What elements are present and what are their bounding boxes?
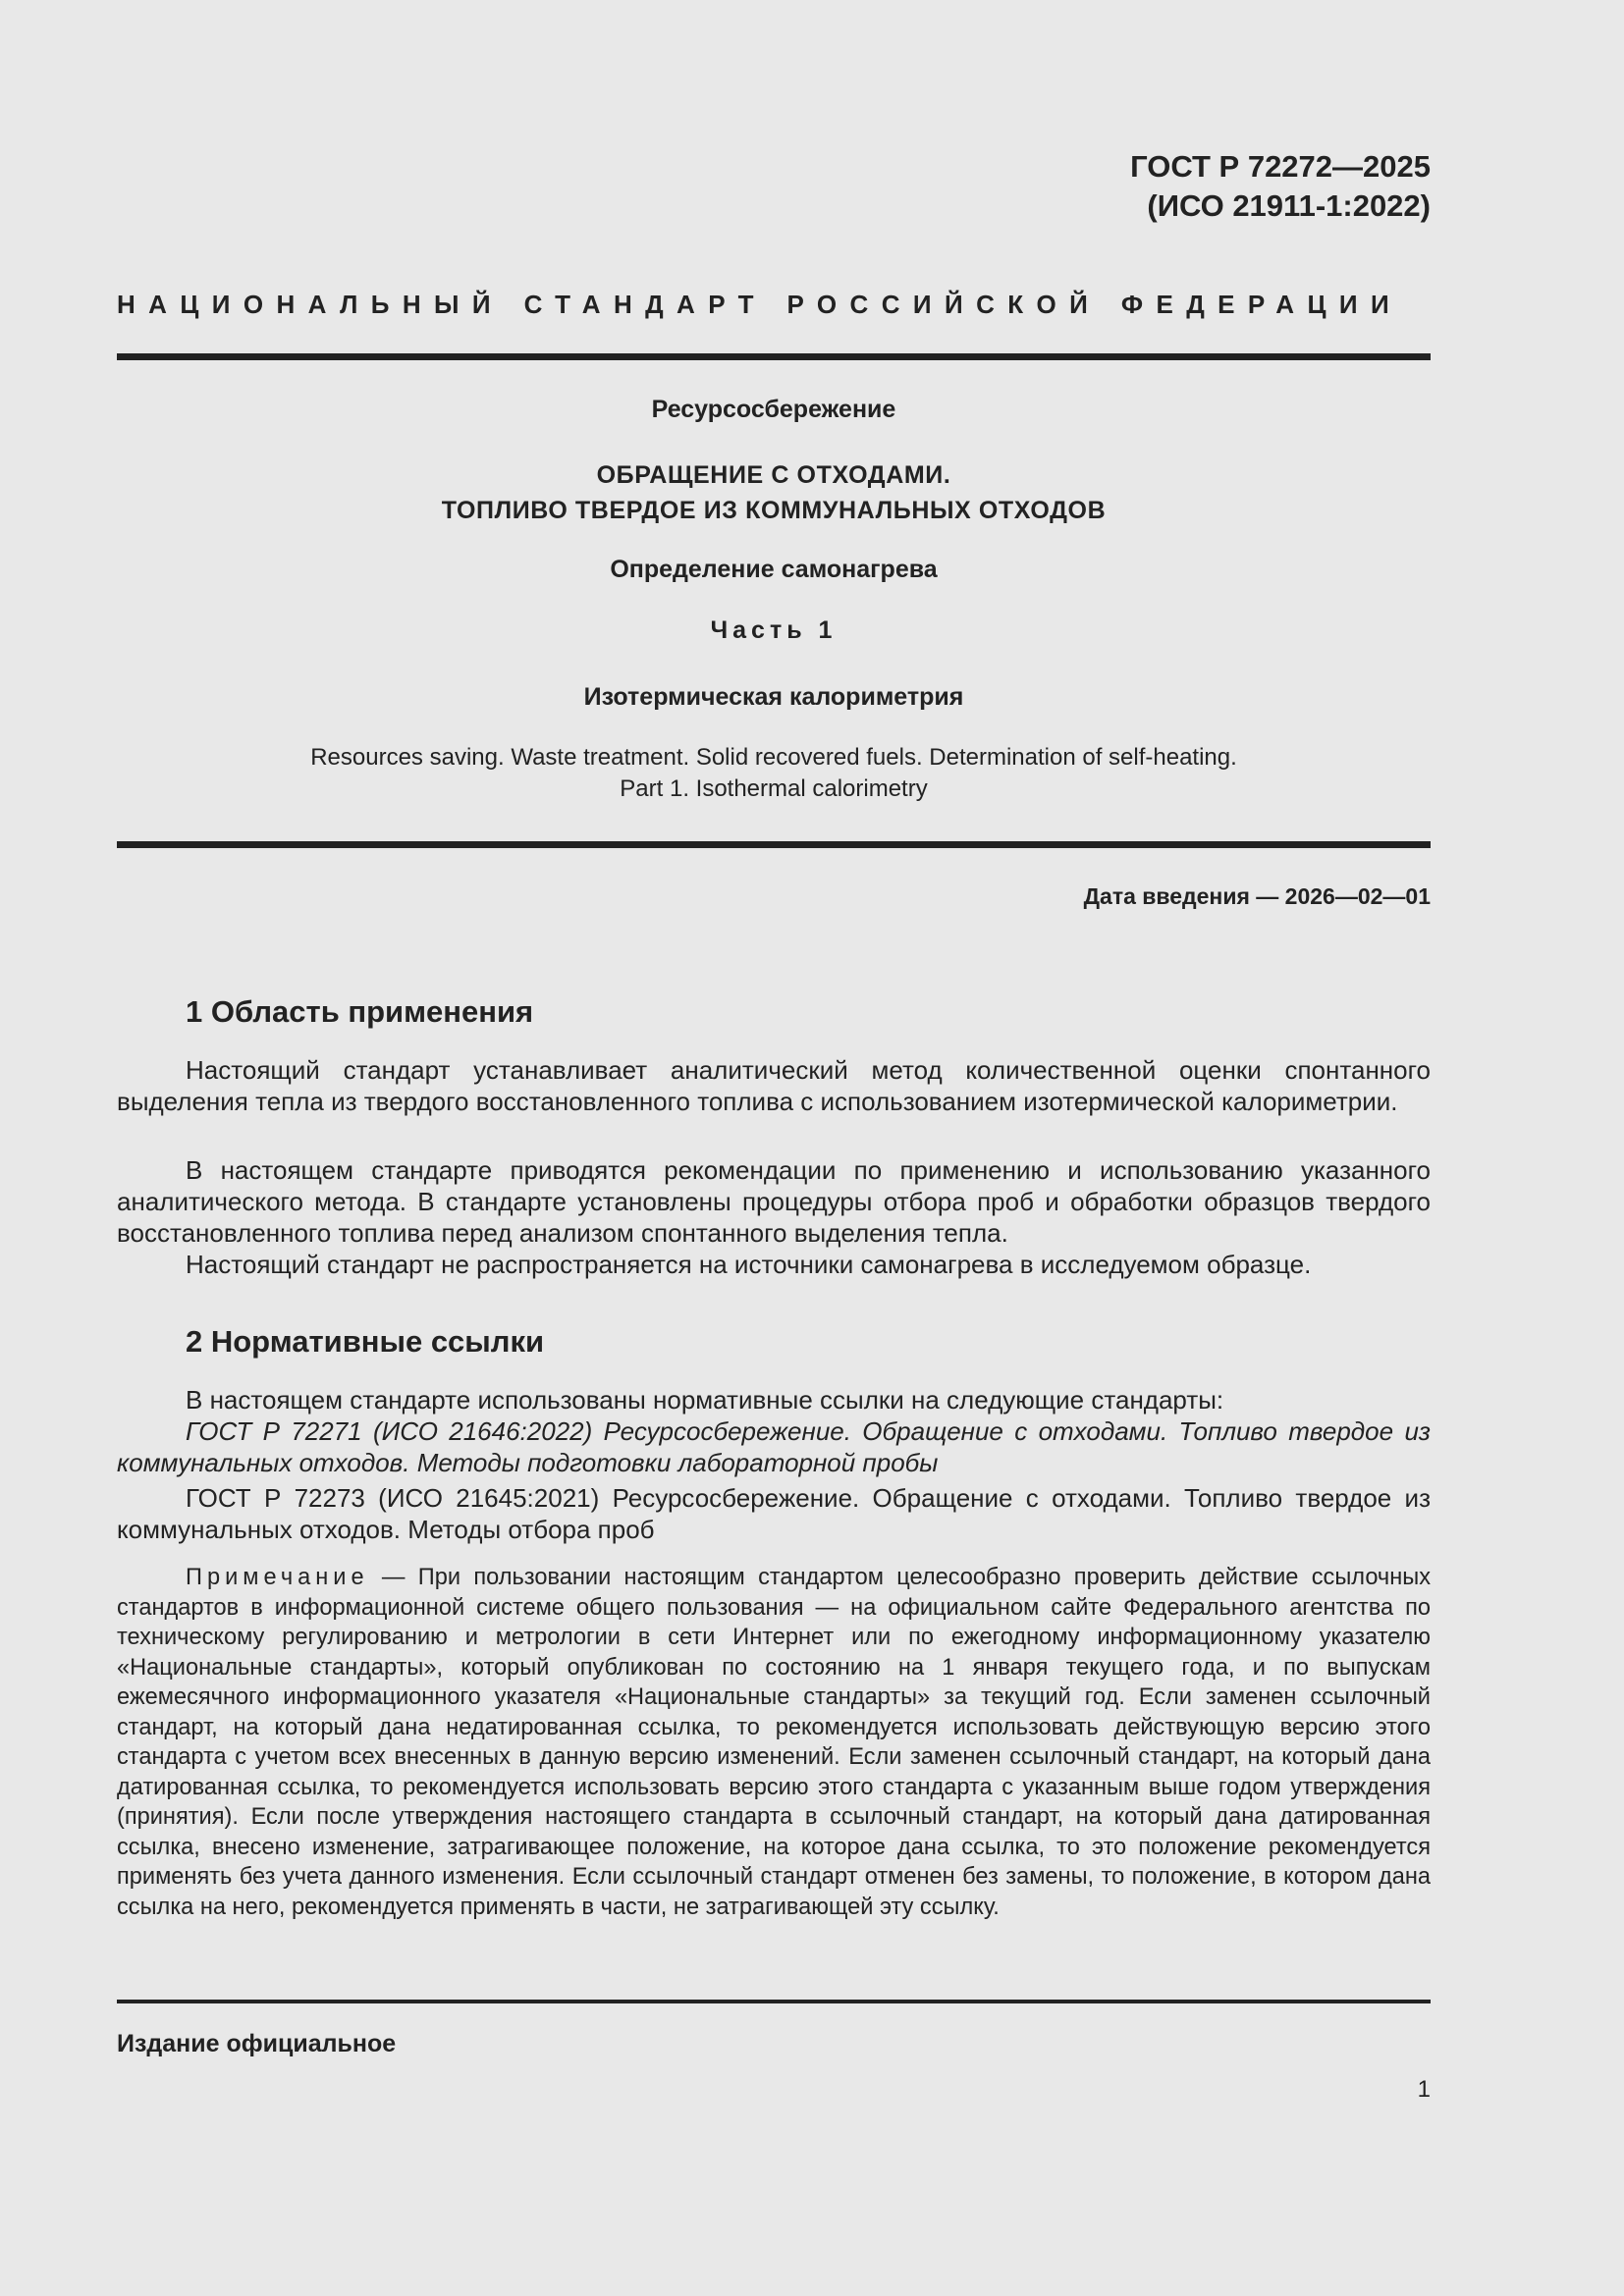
english-title (117, 742, 1431, 805)
section1-paragraph1: Настоящий стандарт устанавливает аналитический метод количественной оценки спонтанного выделения тепла из твердого восстановленного топлива с использованием изотермической калориметрии. (117, 1055, 1431, 1116)
note-paragraph (117, 1563, 1431, 1922)
main-title-line2: ТОПЛИВО ТВЕРДОЕ ИЗ КОММУНАЛЬНЫХ ОТХОДОВ (441, 497, 1107, 524)
english-title-line2: Part 1. Isothermal calorimetry (620, 775, 928, 802)
gost-number: ГОСТ Р 72272—2025 (1130, 149, 1431, 184)
category-title: Ресурсосбережение (651, 396, 896, 423)
top-rule (117, 353, 1431, 360)
note-text: — При пользовании настоящим стандартом целесообразно проверить действие ссылочных стандартов в информационной системе общего пользования — на официальном сайте Федерального агентства по техническому регулированию и метрологии в сети Интернет или по ежегодному информационному указателю «Национальные стандарты», который опубликован по состоянию на 1 января текущего года, и по выпускам ежемесячного информационного указателя «Национальные стандарты» за текущий год. Если заменен ссылочный стандарт, на который дана недатированная ссылка, то рекомендуется использовать действующую версию этого стандарта с учетом всех внесенных в данную версию изменений. Если заменен ссылочный стандарт, на который дана датированная ссылка, то рекомендуется использовать версию этого стандарта с указанным выше годом утверждения (принятия). Если после утверждения настоящего стандарта в ссылочный стандарт, на который дана датированная ссылка, внесено изменение, затрагивающее положение, на которое дана ссылка, то это положение рекомендуется применять без учета данного изменения. Если ссылочный стандарт отменен без замены, то положение, в котором дана ссылка на него, рекомендуется применять в части, не затрагивающей эту ссылку. (117, 1565, 1431, 1920)
note-label: Примечание (186, 1565, 369, 1590)
english-title-line1: Resources saving. Waste treatment. Solid recovered fuels. Determination of self-heating. (310, 744, 1237, 771)
main-title-line1: ОБРАЩЕНИЕ С ОТХОДАМИ. (596, 461, 951, 489)
section2-paragraph1: В настоящем стандарте использованы нормативные ссылки на следующие стандарты: (186, 1385, 1224, 1415)
national-standard-banner: НАЦИОНАЛЬНЫЙ СТАНДАРТ РОССИЙСКОЙ ФЕДЕРАЦИИ (117, 290, 1403, 319)
footer-rule (117, 2000, 1431, 2003)
subject-title: Определение самонагрева (610, 556, 938, 583)
section2-heading: 2 Нормативные ссылки (186, 1324, 545, 1359)
page-number: 1 (1417, 2076, 1431, 2103)
section1-paragraph2: В настоящем стандарте приводятся рекомендации по применению и использованию указанного аналитического метода. В стандарте установлены процедуры отбора проб и обработки образцов твердого восстановленного топлива перед анализом спонтанного выделения тепла. (117, 1155, 1431, 1248)
part-title: Изотермическая калориметрия (583, 683, 964, 711)
document-code (1130, 147, 1431, 226)
section1-heading: 1 Область применения (186, 994, 534, 1029)
section1-paragraph3: Настоящий стандарт не распространяется на источники самонагрева в исследуемом образце. (186, 1250, 1312, 1279)
main-title (117, 457, 1431, 528)
part-label: Часть 1 (710, 616, 838, 644)
normative-reference-1: ГОСТ Р 72271 (ИСО 21646:2022) Ресурсосбережение. Обращение с отходами. Топливо твердое из коммунальных отходов. Методы подготовки лабораторной пробы (117, 1416, 1431, 1477)
introduction-date: Дата введения — 2026—02—01 (1083, 883, 1431, 909)
title-bottom-rule (117, 841, 1431, 848)
normative-reference-2: ГОСТ Р 72273 (ИСО 21645:2021) Ресурсосбережение. Обращение с отходами. Топливо твердое из коммунальных отходов. Методы отбора проб (117, 1483, 1431, 1544)
official-edition-label: Издание официальное (117, 2030, 397, 2057)
iso-number: (ИСО 21911-1:2022) (1147, 188, 1431, 223)
